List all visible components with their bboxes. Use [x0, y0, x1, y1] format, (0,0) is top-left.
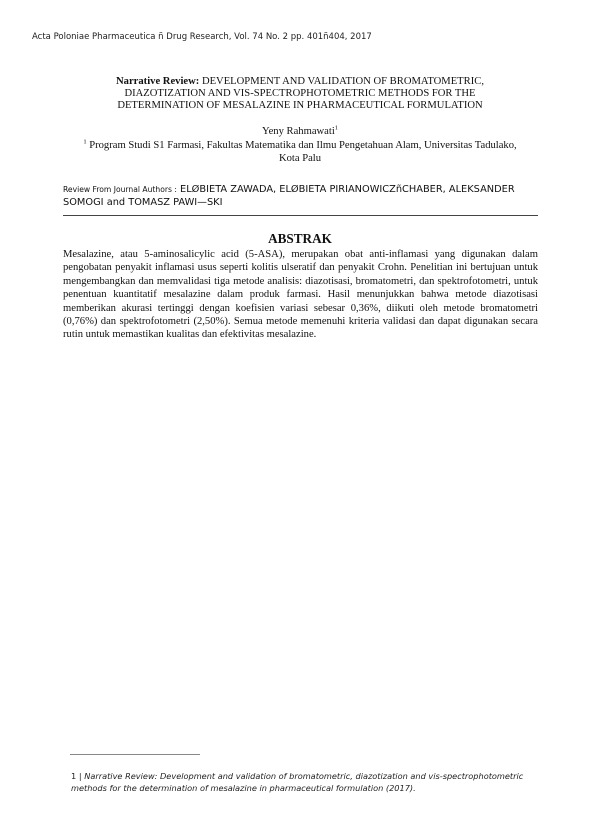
affiliation-marker: 1	[83, 138, 87, 146]
footnote-page-number: 1	[71, 771, 77, 781]
author-name: Yeny Rahmawati	[261, 126, 335, 137]
footnote-separator: |	[78, 771, 82, 781]
affiliation	[80, 139, 520, 165]
title-lead: Narrative Review:	[116, 76, 200, 87]
footnote	[71, 770, 541, 794]
reviewed-authors	[63, 183, 543, 209]
header-divider	[63, 215, 538, 216]
author-marker: 1	[334, 124, 339, 132]
footnote-divider	[70, 754, 200, 755]
footnote-text: Narrative Review: Development and validation of bromatometric, diazotization and vis-spectrophotometric methods for the determination of mesalazine in pharmaceutical formulation (2017).	[71, 771, 524, 793]
article-title	[60, 76, 540, 113]
reviewed-authors-names: ELØBIETA ZAWADA, ELØBIETA PIRIANOWICZñCHABER, ALEKSANDER SOMOGI and TOMASZ PAWI—SKI	[63, 184, 515, 208]
running-header: Acta Poloniae Pharmaceutica ñ Drug Research, Vol. 74 No. 2 pp. 401ñ404, 2017	[32, 32, 372, 42]
affiliation-text: Program Studi S1 Farmasi, Fakultas Matematika dan Ilmu Pengetahuan Alam, Universitas Tadulako, Kota Palu	[89, 140, 517, 164]
reviewed-authors-prefix: Review From Journal Authors :	[63, 185, 177, 194]
title-line-2: DIAZOTIZATION AND VIS-SPECTROPHOTOMETRIC METHODS FOR THE	[124, 88, 476, 100]
title-line-1-text: DEVELOPMENT AND VALIDATION OF BROMATOMETRIC,	[201, 76, 484, 87]
abstract-heading: ABSTRAK	[268, 231, 332, 246]
title-line-1	[60, 76, 540, 88]
abstract-body: Mesalazine, atau 5-aminosalicylic acid (5-ASA), merupakan obat anti-inflamasi yang digunakan dalam pengobatan penyakit inflamasi usus seperti kolitis ulseratif dan penyakit Crohn. Penelitian ini bertujuan untuk mengembangkan dan memvalidasi tiga metode analisis: diazotisasi, bromatometri, dan spektrofotometri, untuk penentuan kuantitatif mesalazine dalam produk farmasi. Hasil menunjukkan bahwa metode diazotisasi memberikan akurasi tertinggi dengan koefisien variasi sebesar 0,36%, diikuti oleh metode bromatometri (0,76%) dan spektrofotometri (2,50%). Semua metode memenuhi kriteria validasi dan dapat digunakan secara rutin untuk memastikan kualitas dan efektivitas mesalazine.	[63, 249, 538, 341]
title-line-3: DETERMINATION OF MESALAZINE IN PHARMACEUTICAL FORMULATION	[117, 100, 483, 112]
author	[0, 126, 600, 137]
